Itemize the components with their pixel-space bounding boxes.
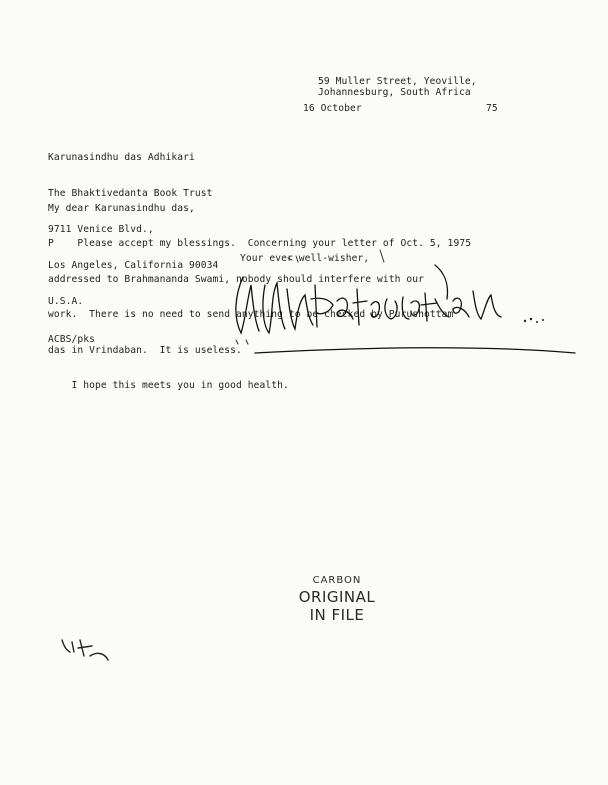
body-line: work. There is no need to send anything to be checked by Purushottam bbox=[48, 309, 454, 321]
salutation: My dear Karunasindhu das, bbox=[48, 203, 195, 214]
body-line: P Please accept my blessings. Concerning your letter of Oct. 5, 1975 bbox=[48, 238, 472, 249]
sender-address-line-2: Johannesburg, South Africa bbox=[318, 87, 471, 98]
recipient-line: Los Angeles, California 90034 bbox=[48, 260, 219, 271]
carbon-original-stamp bbox=[282, 575, 392, 624]
letter-date: 16 October bbox=[303, 103, 362, 114]
stamp-line-2: ORIGINAL bbox=[298, 588, 376, 606]
stamp-line-3: IN FILE bbox=[309, 606, 365, 624]
handwritten-signature bbox=[225, 255, 595, 365]
stamp-line-1: CARBON bbox=[312, 575, 362, 586]
recipient-line: 9711 Venice Blvd., bbox=[48, 224, 154, 235]
letter-year: 75 bbox=[486, 103, 498, 114]
body-line: addressed to Brahmananda Swami, nobody should interfere with our bbox=[48, 273, 425, 285]
recipient-line: Karunasindhu das Adhikari bbox=[48, 152, 195, 163]
closing: Your ever well-wisher, bbox=[240, 253, 370, 264]
reference-initials: ACBS/pks bbox=[48, 334, 96, 345]
recipient-line: U.S.A. bbox=[48, 296, 84, 307]
recipient-line: The Bhaktivedanta Book Trust bbox=[48, 188, 213, 199]
body-line: I hope this meets you in good health. bbox=[48, 380, 289, 392]
sender-address-line-1: 59 Muller Street, Yeoville, bbox=[318, 76, 477, 87]
body-line: das in Vrindaban. It is useless. bbox=[48, 344, 242, 356]
